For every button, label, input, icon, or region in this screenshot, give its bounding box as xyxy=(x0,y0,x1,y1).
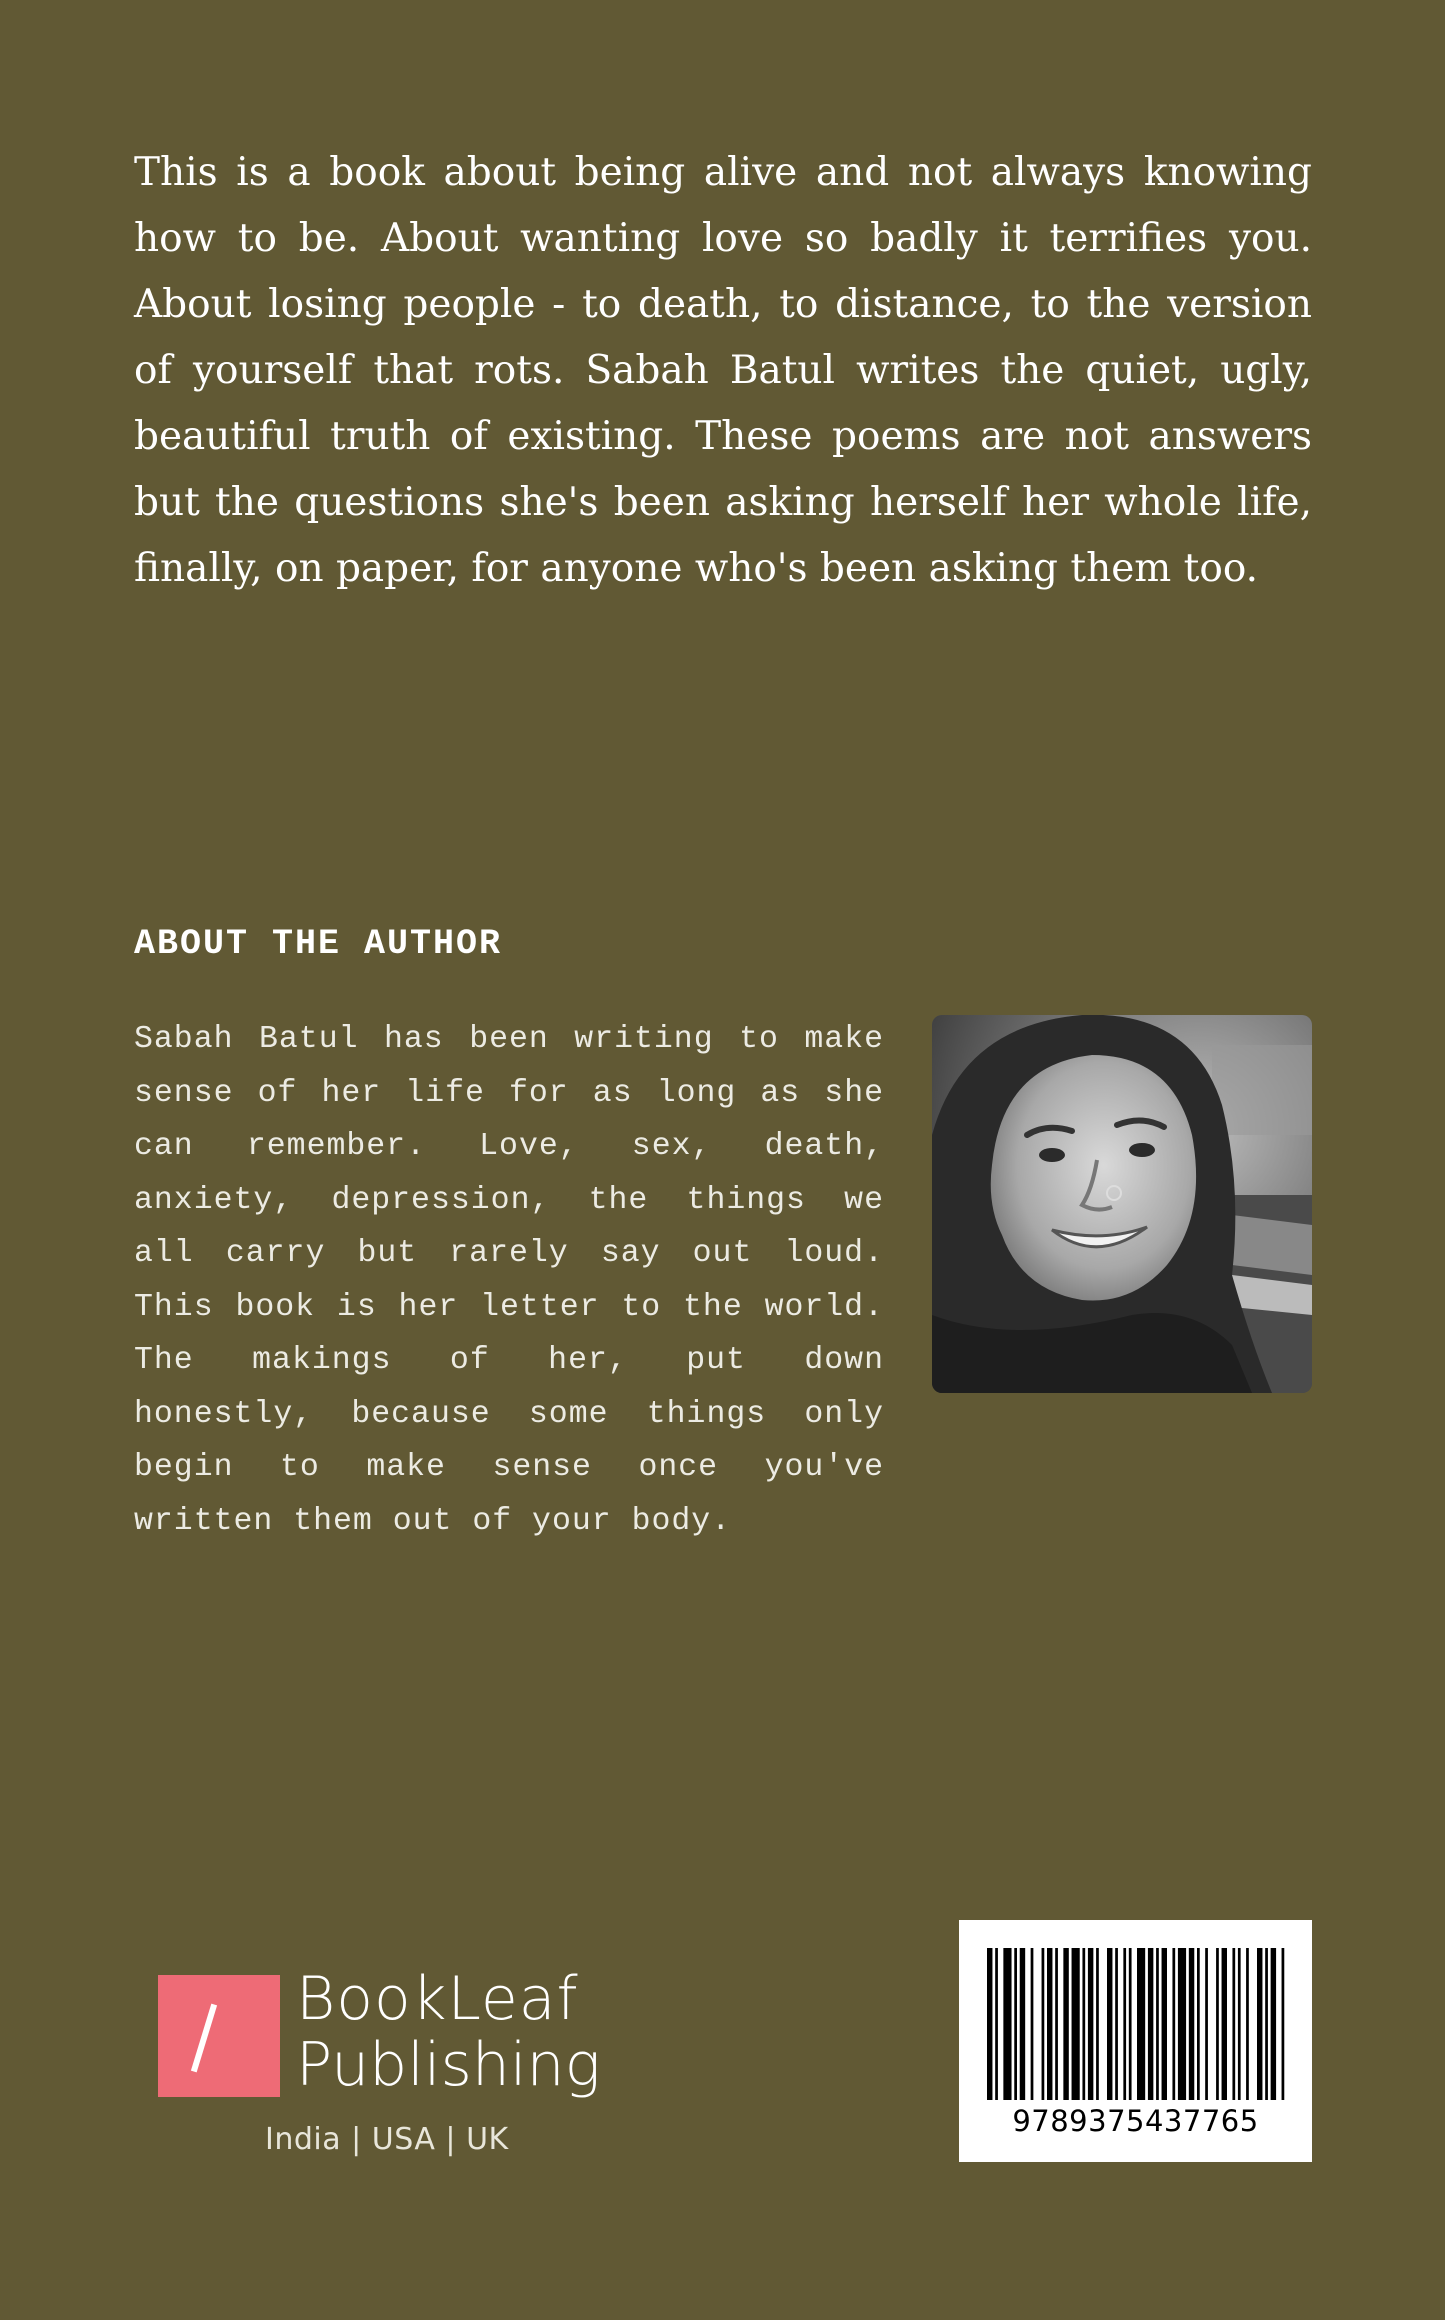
barcode-bar xyxy=(1107,1948,1112,2100)
barcode-bar xyxy=(1238,1948,1241,2100)
barcode-bar xyxy=(1205,1948,1208,2100)
book-blurb: This is a book about being alive and not always knowing how to be. About wanting love so badly it terrifies you. About losing people - to death, to distance, to the version of yourself that rots. Sabah Batul writes the quiet, ugly, beautiful truth of existing. These poems are not answers but the questions she's been asking herself her whole life, finally, on paper, for anyone who's been asking them too. xyxy=(134,150,1312,591)
barcode-bar xyxy=(1148,1948,1153,2100)
barcode-bar xyxy=(1282,1948,1285,2100)
publisher-logo xyxy=(158,1964,608,2160)
barcode-bar xyxy=(1265,1948,1268,2100)
barcode-bar xyxy=(1055,1948,1058,2100)
barcode-bar xyxy=(1031,1948,1034,2100)
barcode-bar xyxy=(1189,1948,1194,2100)
publisher-logo-mark xyxy=(158,1975,280,2097)
barcode-bar xyxy=(1246,1948,1249,2100)
barcode-bar xyxy=(1232,1948,1235,2100)
barcode-bar xyxy=(1216,1948,1219,2100)
barcode-bar xyxy=(1072,1948,1080,2100)
publisher-name-line2: Publishing xyxy=(296,2030,601,2100)
barcode-bar xyxy=(995,1948,998,2100)
barcode-bar xyxy=(1137,1948,1145,2100)
barcode-bar xyxy=(1096,1948,1099,2100)
barcode-bar xyxy=(1115,1948,1118,2100)
barcode-bars xyxy=(987,1948,1287,2100)
barcode-bar xyxy=(1063,1948,1068,2100)
publisher-regions: India | USA | UK xyxy=(265,2122,509,2157)
barcode-bar xyxy=(1014,1948,1017,2100)
barcode-bar xyxy=(1271,1948,1276,2100)
barcode-bar xyxy=(1003,1948,1011,2100)
barcode-bar xyxy=(987,1948,992,2100)
barcode-bar xyxy=(1222,1948,1227,2100)
barcode-bar xyxy=(1129,1948,1132,2100)
barcode-bar xyxy=(1156,1948,1159,2100)
author-bio: Sabah Batul has been writing to make sense of her life for as long as she can remember. Love, sex, death, anxiety, depression, the things we all carry but rarely say out loud. This book is her letter to the world. The makings of her, put down honestly, because some things only begin to make sense once you've written them out of your body. xyxy=(134,1022,884,1539)
publisher-name-line1: BookLeaf xyxy=(296,1964,579,2034)
barcode-bar xyxy=(1088,1948,1093,2100)
barcode-bar xyxy=(1172,1948,1175,2100)
author-photo xyxy=(932,1015,1312,1393)
barcode-bar xyxy=(1123,1948,1126,2100)
barcode-bar xyxy=(1082,1948,1085,2100)
slash-icon xyxy=(191,2004,217,2073)
barcode-bar xyxy=(1162,1948,1167,2100)
barcode-bar xyxy=(1257,1948,1262,2100)
barcode-bar xyxy=(1047,1948,1052,2100)
isbn-barcode xyxy=(959,1920,1312,2162)
barcode-bar xyxy=(1197,1948,1200,2100)
about-author-heading: ABOUT THE AUTHOR xyxy=(134,924,503,964)
barcode-bar xyxy=(1178,1948,1186,2100)
isbn-number: 9789375437765 xyxy=(1012,2104,1259,2138)
barcode-bar xyxy=(1042,1948,1045,2100)
barcode-bar xyxy=(1020,1948,1025,2100)
